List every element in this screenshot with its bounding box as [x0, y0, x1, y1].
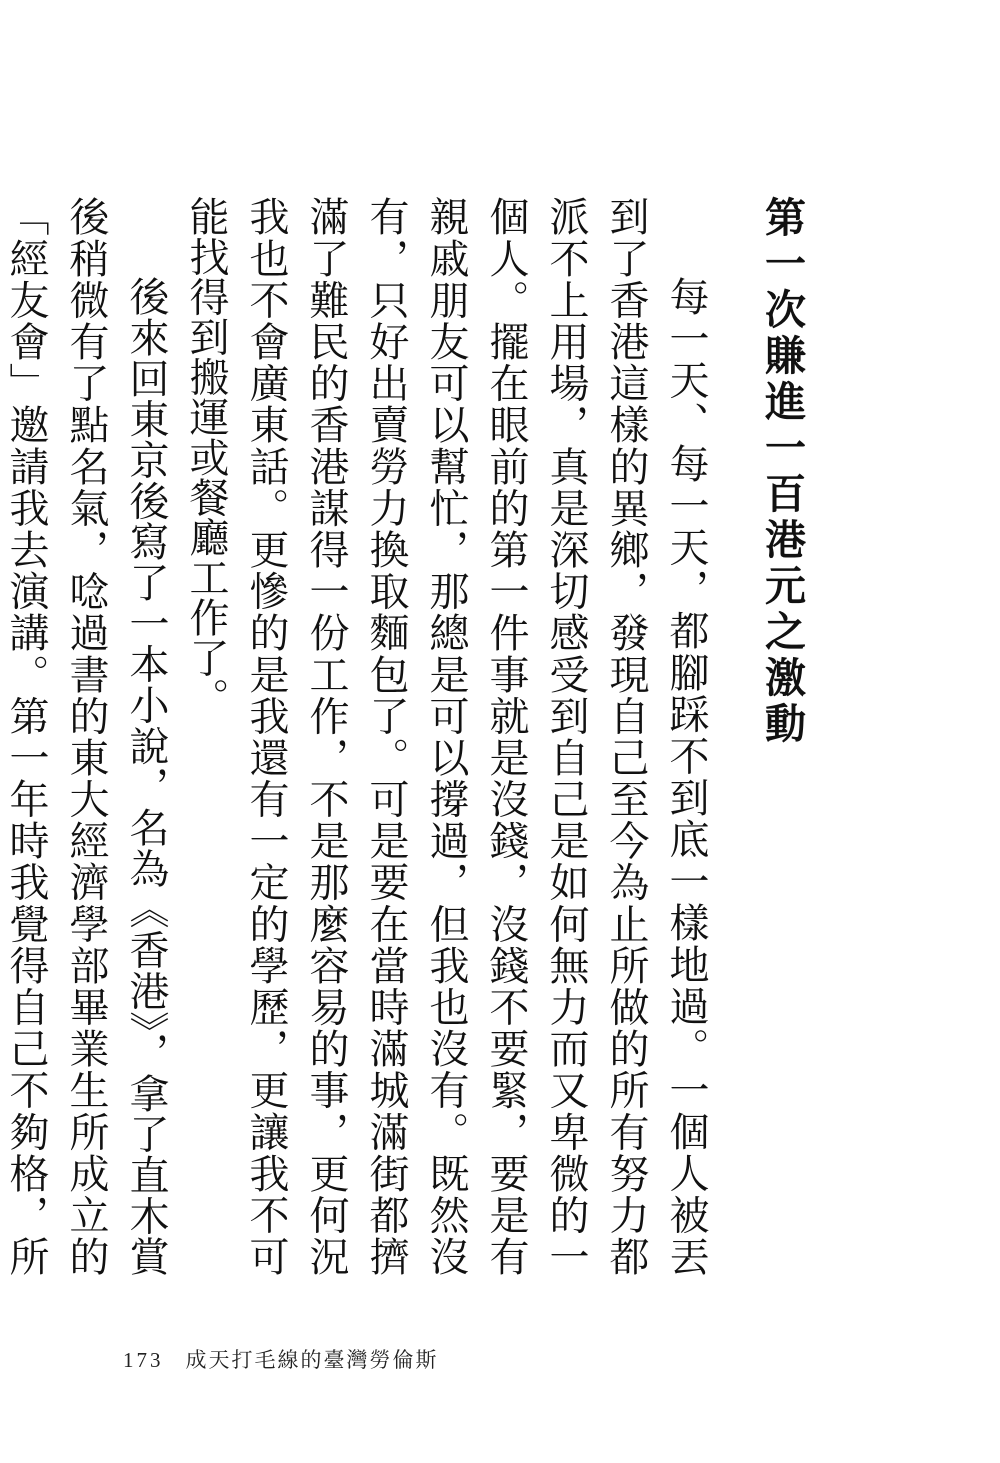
- page-footer: [123, 1344, 439, 1374]
- running-title: 成天打毛線的臺灣勞倫斯: [185, 1348, 439, 1372]
- vertical-text-body: [0, 196, 812, 1276]
- paragraph: 每一天、每一天，都腳踩不到底一樣地過。一個人被丟到了香港這樣的異鄉，發現自己至今為止所做的所有努力都派不上用場，真是深切感受到自己是如何無力而又卑微的一個人。擺在眼前的第一件事就是沒錢，沒錢不要緊，要是有親戚朋友可以幫忙，那總是可以撐過，但我也沒有。既然沒有，只好出賣勞力換取麵包了。可是要在當時滿城滿街都擠滿了難民的香港謀得一份工作，不是那麼容易的事，更何況我也不會廣東話。更慘的是我還有一定的學歷，更讓我不可能找得到搬運或餐廳工作了。: [183, 196, 709, 1276]
- chapter-title: 第一次賺進一百港元之激動: [758, 196, 806, 748]
- paragraph: 後來回東京後寫了一本小說，名為《香港》，拿了直木賞後稍微有了點名氣，唸過書的東大經濟學部畢業生所成立的「經友會」邀請我去演講。第一年時我覺得自己不夠格，所: [3, 196, 169, 1276]
- page-number: 173: [123, 1348, 164, 1372]
